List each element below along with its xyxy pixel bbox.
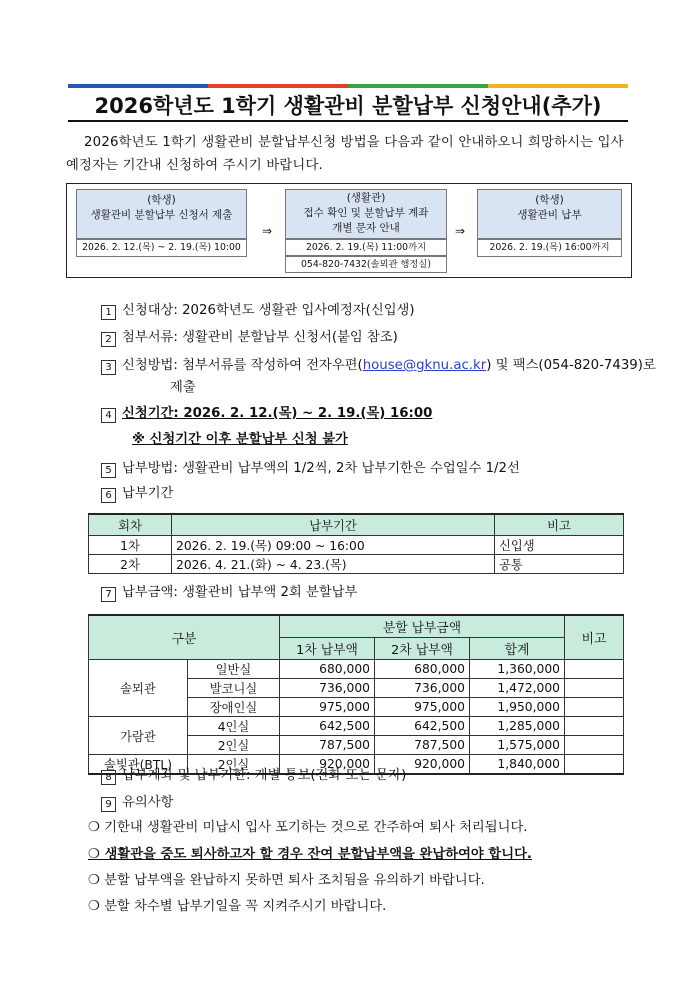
cell-second: 787,500 — [375, 736, 470, 755]
step1-what: 생활관비 분할납부 신청서 제출 — [90, 209, 233, 221]
cell-total: 1,950,000 — [470, 698, 565, 717]
col-split: 분할 납부금액 — [280, 615, 565, 638]
group-name: 가람관 — [89, 717, 188, 755]
step1-who: (학생) — [147, 194, 176, 206]
item-method — [122, 356, 656, 376]
step3-what: 생활관비 납부 — [517, 209, 582, 221]
flow-arrow-2: ⇒ — [455, 224, 466, 238]
cell-first: 736,000 — [280, 679, 375, 698]
cell-round: 1차 — [89, 536, 172, 555]
step2-box — [285, 189, 447, 239]
step3-box — [477, 189, 622, 239]
cell-room: 2인실 — [188, 736, 280, 755]
step2-contact: 054-820-7432(솔뫼관 행정실) — [285, 256, 447, 273]
cell-period: 2026. 2. 19.(목) 09:00 ~ 16:00 — [172, 536, 495, 555]
item-method-cont: 제출 — [170, 380, 196, 395]
item-number-5: 5 — [101, 463, 116, 478]
col-round: 회차 — [89, 514, 172, 536]
item-payment-method: 납부방법: 생활관비 납부액의 1/2씩, 2차 납부기한은 수업일수 1/2선 — [122, 461, 520, 476]
table-row — [89, 555, 624, 574]
item-number-8: 8 — [101, 770, 116, 785]
cell-total: 1,472,000 — [470, 679, 565, 698]
flow-arrow-1: ⇒ — [262, 224, 273, 238]
step1-date: 2026. 2. 12.(목) ~ 2. 19.(목) 10:00 — [76, 239, 247, 257]
step1-box — [76, 189, 247, 239]
item-period: 신청기간: 2026. 2. 12.(목) ~ 2. 19.(목) 16:00 — [122, 406, 433, 421]
note-1: ❍ 기한내 생활관비 미납시 입사 포기하는 것으로 간주하여 퇴사 처리됩니다. — [88, 820, 528, 835]
col-note: 비고 — [495, 514, 624, 536]
cell-note — [565, 755, 624, 775]
item-number-1: 1 — [101, 305, 116, 320]
step3-date: 2026. 2. 19.(목) 16:00까지 — [477, 239, 622, 257]
col-second: 2차 납부액 — [375, 638, 470, 660]
cell-total: 1,575,000 — [470, 736, 565, 755]
cell-note: 공통 — [495, 555, 624, 574]
col-note: 비고 — [565, 615, 624, 660]
cell-second: 642,500 — [375, 717, 470, 736]
step2-date: 2026. 2. 19.(목) 11:00까지 — [285, 239, 447, 256]
item-target: 신청대상: 2026학년도 생활관 입사예정자(신입생) — [122, 303, 415, 318]
cell-note: 신입생 — [495, 536, 624, 555]
cell-second: 736,000 — [375, 679, 470, 698]
cell-total: 1,360,000 — [470, 660, 565, 679]
item-amount: 납부금액: 생활관비 납부액 2회 분할납부 — [122, 585, 358, 600]
method-text-b: ) 및 팩스(054-820-7439)로 — [486, 358, 656, 373]
group-name: 솔뫼관 — [89, 660, 188, 717]
item-number-2: 2 — [101, 332, 116, 347]
step2-who: (생활관) — [346, 192, 386, 204]
note-2: ❍ 생활관을 중도 퇴사하고자 할 경우 잔여 분할납부액을 완납하여야 합니다. — [88, 847, 532, 862]
cell-note — [565, 717, 624, 736]
note-4: ❍ 분할 차수별 납부기일을 꼭 지켜주시기 바랍니다. — [88, 899, 387, 914]
item-number-7: 7 — [101, 587, 116, 602]
intro-text: 2026학년도 1학기 생활관비 분할납부신청 방법을 다음과 같이 안내하오니 희망하시는 입사예정자는 기간내 신청하여 주시기 바랍니다. — [66, 135, 624, 173]
email-link[interactable]: house@gknu.ac.kr — [362, 358, 487, 373]
cell-first: 680,000 — [280, 660, 375, 679]
cell-total: 1,840,000 — [470, 755, 565, 775]
item-number-3: 3 — [101, 360, 116, 375]
cell-first: 920,000 — [280, 755, 375, 775]
cell-note — [565, 679, 624, 698]
cell-period: 2026. 4. 21.(화) ~ 4. 23.(목) — [172, 555, 495, 574]
cell-room: 일반실 — [188, 660, 280, 679]
step2-what1: 접수 확인 및 분할납부 계좌 — [303, 207, 429, 219]
item-account: 납부계좌 및 납부기한: 개별 통보(전화 또는 문자) — [122, 768, 407, 783]
amount-table — [88, 614, 624, 775]
cell-room: 2인실 — [188, 755, 280, 775]
group-name: 솔빛관(BTL) — [89, 755, 188, 775]
cell-second: 975,000 — [375, 698, 470, 717]
table-row — [89, 536, 624, 555]
col-period: 납부기간 — [172, 514, 495, 536]
cell-room: 4인실 — [188, 717, 280, 736]
cell-room: 발코니실 — [188, 679, 280, 698]
cell-second: 680,000 — [375, 660, 470, 679]
table-row — [89, 717, 624, 736]
table-row — [89, 660, 624, 679]
cell-round: 2차 — [89, 555, 172, 574]
period-table — [88, 513, 624, 574]
step2-what2: 개별 문자 안내 — [332, 222, 400, 234]
cell-note — [565, 736, 624, 755]
cell-first: 975,000 — [280, 698, 375, 717]
col-gubun: 구분 — [89, 615, 280, 660]
cell-note — [565, 660, 624, 679]
item-number-9: 9 — [101, 797, 116, 812]
note-3: ❍ 분할 납부액을 완납하지 못하면 퇴사 조치됨을 유의하기 바랍니다. — [88, 873, 485, 888]
period-note: ※ 신청기간 이후 분할납부 신청 불가 — [132, 432, 348, 447]
process-flow — [66, 183, 632, 278]
item-number-4: 4 — [101, 408, 116, 423]
item-documents: 첨부서류: 생활관비 분할납부 신청서(붙임 참조) — [122, 330, 398, 345]
item-number-6: 6 — [101, 488, 116, 503]
title-color-bar — [68, 84, 628, 88]
title-underline — [68, 120, 628, 122]
cell-second: 920,000 — [375, 755, 470, 775]
cell-note — [565, 698, 624, 717]
cell-total: 1,285,000 — [470, 717, 565, 736]
cell-first: 787,500 — [280, 736, 375, 755]
cell-room: 장애인실 — [188, 698, 280, 717]
cell-first: 642,500 — [280, 717, 375, 736]
col-total: 합계 — [470, 638, 565, 660]
col-first: 1차 납부액 — [280, 638, 375, 660]
step3-who: (학생) — [535, 194, 564, 206]
method-text-a: 신청방법: 첨부서류를 작성하여 전자우편( — [122, 358, 363, 373]
item-notes: 유의사항 — [122, 795, 174, 810]
item-payment-period: 납부기간 — [122, 486, 174, 501]
page-title: 2026학년도 1학기 생활관비 분할납부 신청안내(추가) — [94, 94, 602, 118]
